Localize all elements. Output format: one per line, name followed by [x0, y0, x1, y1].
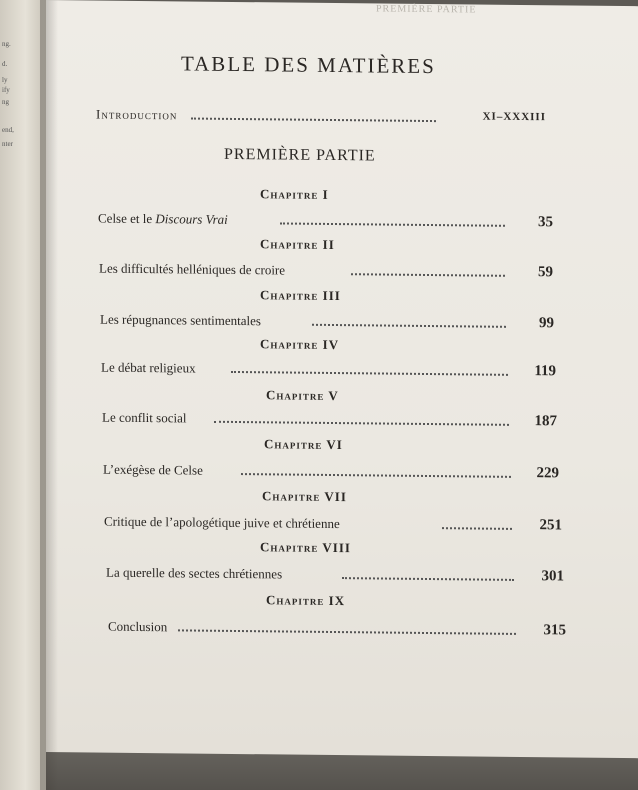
leader-dots	[231, 371, 508, 376]
toc-entry	[103, 458, 559, 485]
book-gutter-shadow	[40, 0, 58, 790]
entry-title: Celse et le Discours Vrai	[98, 210, 228, 227]
leader-dots	[280, 222, 505, 226]
introduction-entry	[96, 101, 546, 128]
chapter-heading: Chapitre I	[260, 186, 329, 202]
toc-entry	[102, 406, 557, 433]
facing-page-fragment: ng	[2, 98, 9, 106]
entry-title: Les répugnances sentimentales	[100, 311, 261, 329]
leader-dots	[351, 273, 505, 277]
chapter-heading: Chapitre VI	[264, 436, 343, 453]
toc-entry	[106, 561, 564, 588]
toc-entry	[108, 615, 566, 642]
page-number: 315	[543, 622, 566, 639]
book-page	[46, 0, 638, 758]
facing-page-fragment: ify	[2, 86, 10, 94]
chapter-heading: Chapitre IX	[266, 592, 346, 609]
toc-entry	[100, 308, 554, 335]
chapter-heading: Chapitre VII	[262, 488, 347, 505]
chapter-heading: Chapitre III	[260, 287, 341, 304]
entry-title: Conclusion	[108, 618, 168, 635]
introduction-label: Introduction	[96, 106, 178, 123]
facing-page-fragment: ly	[2, 76, 8, 84]
facing-page-fragment: ng.	[2, 40, 11, 48]
entry-title: Critique de l’apologétique juive et chrétienne	[104, 513, 340, 532]
facing-page-fragment: d.	[2, 60, 8, 68]
page-number: 187	[534, 413, 557, 430]
leader-dots	[442, 527, 512, 530]
page-number: 301	[541, 568, 564, 585]
page-number: 119	[534, 363, 556, 380]
leader-dots	[178, 629, 516, 635]
leader-dots	[241, 473, 511, 478]
entry-title-italic: Discours Vrai	[155, 211, 228, 227]
toc-entry	[101, 356, 556, 383]
entry-title: Le conflit social	[102, 409, 187, 426]
leader-dots	[342, 577, 514, 581]
bleed-through-text: PREMIÈRE PARTIE	[376, 3, 477, 16]
entry-title: Le débat religieux	[101, 359, 196, 376]
chapter-heading: Chapitre II	[260, 236, 335, 253]
page-number: 229	[536, 465, 559, 482]
toc-entry	[98, 207, 553, 234]
page-number: 251	[539, 517, 562, 534]
entry-title: L’exégèse de Celse	[103, 461, 203, 478]
leader-dots	[191, 118, 436, 123]
part-title: PREMIÈRE PARTIE	[224, 145, 376, 165]
chapter-heading: Chapitre IV	[260, 336, 340, 353]
leader-dots	[214, 421, 509, 426]
page-number: 99	[539, 315, 554, 332]
page-title: TABLE DES MATIÈRES	[181, 51, 436, 79]
chapter-heading: Chapitre VIII	[260, 539, 351, 556]
entry-title: La querelle des sectes chrétiennes	[106, 564, 283, 582]
entry-title: Les difficultés helléniques de croire	[99, 260, 286, 278]
toc-entry	[99, 257, 553, 284]
chapter-heading: Chapitre V	[266, 387, 339, 404]
facing-page-fragment: end,	[2, 126, 14, 134]
leader-dots	[312, 324, 506, 328]
page-number: 59	[538, 264, 553, 281]
toc-entry	[104, 510, 562, 537]
introduction-pages: XI–XXXIII	[482, 110, 546, 124]
page-number: 35	[538, 214, 553, 231]
facing-page-fragment: nter	[2, 140, 13, 148]
